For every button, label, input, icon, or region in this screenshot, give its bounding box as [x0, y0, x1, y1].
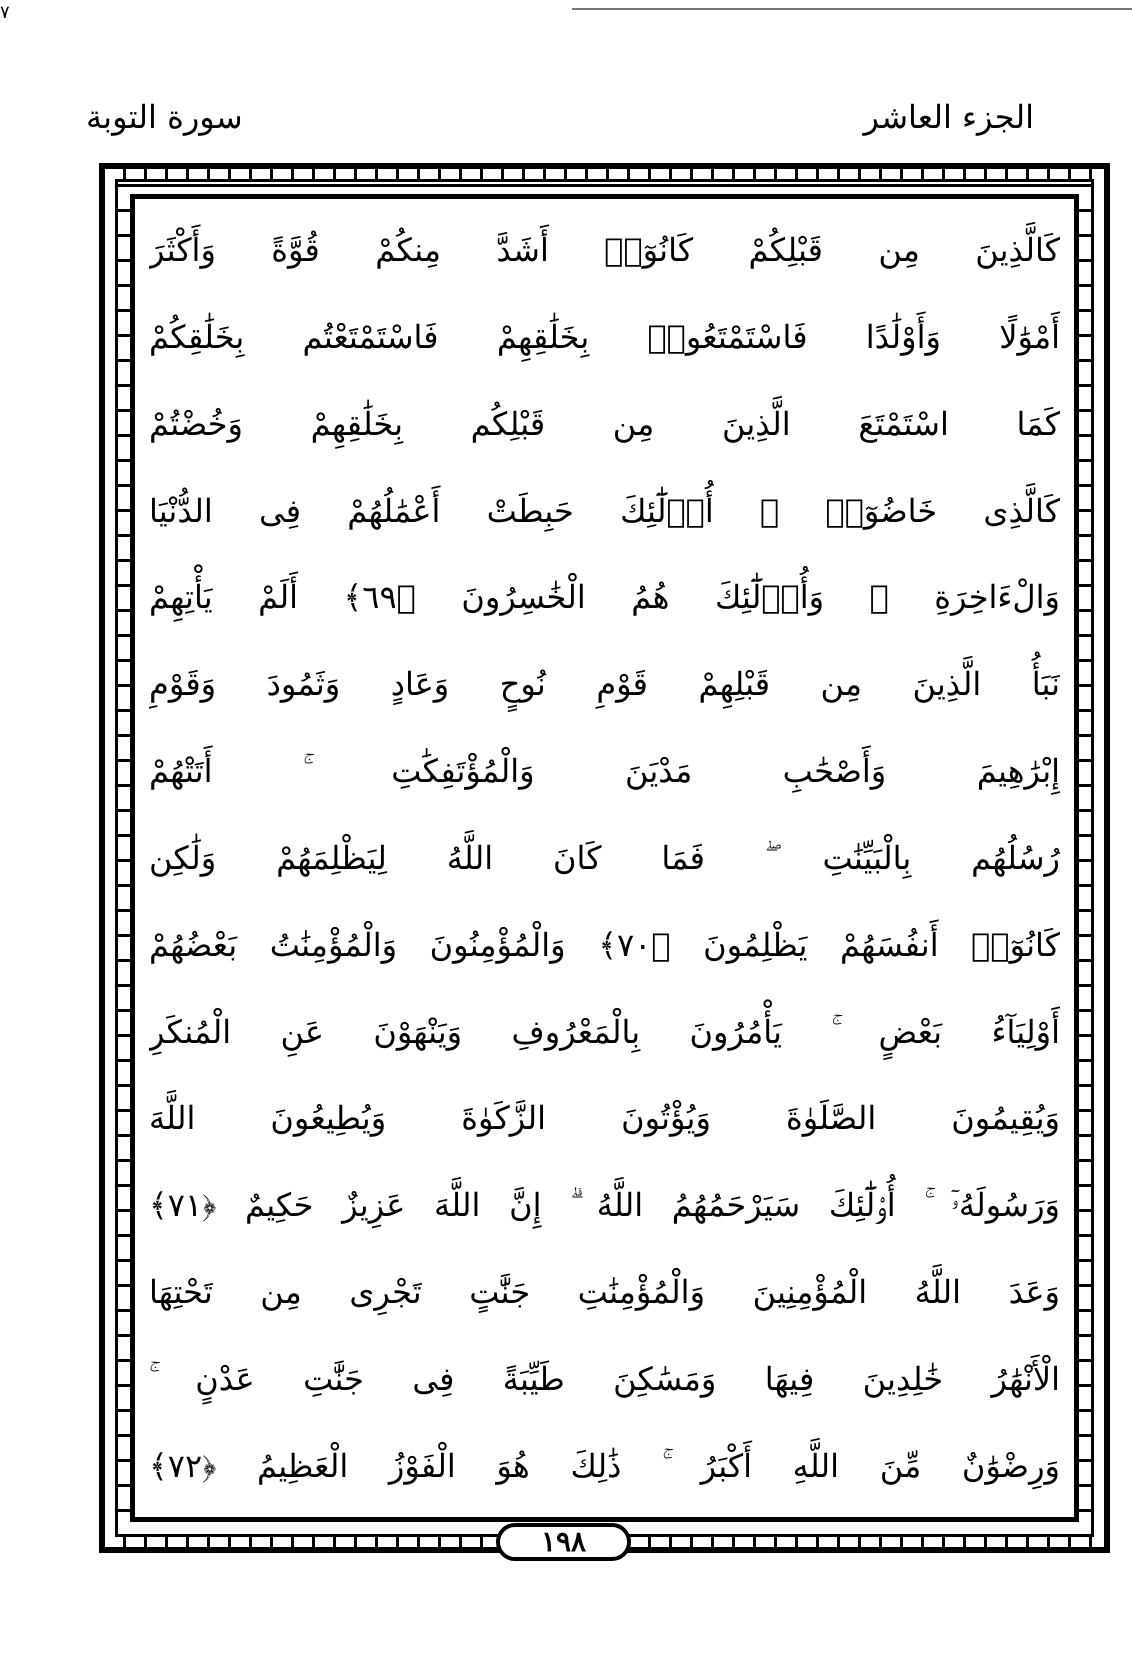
verse-line: وَالْءَاخِرَةِ ۖ وَأُو۟لَٰٓئِكَ هُمُ الْخَٰسِرُونَ ﴿٦٩﴾ أَلَمْ يَأْتِهِمْ	[149, 578, 1060, 617]
frame-border	[115, 179, 1094, 1537]
verse-line: وَعَدَ اللَّهُ الْمُؤْمِنِينَ وَالْمُؤْمِنَٰتِ جَنَّٰتٍ تَجْرِى مِن تَحْتِهَا	[149, 1273, 1060, 1312]
verse-line: أَمْوَٰلًا وَأَوْلَٰدًا فَاسْتَمْتَعُوا۟ بِخَلَٰقِهِمْ فَاسْتَمْتَعْتُم بِخَلَٰقِكُمْ	[149, 317, 1060, 356]
verse-line: الْأَنْهَٰرُ خَٰلِدِينَ فِيهَا وَمَسَٰكِنَ طَيِّبَةً فِى جَنَّٰتِ عَدْنٍ ۚ	[149, 1359, 1060, 1398]
top-rule	[572, 8, 1132, 10]
surah-header: سورة التوبة	[86, 98, 243, 136]
verse-line: كَالَّذِينَ مِن قَبْلِكُمْ كَانُوٓا۟ أَشَدَّ مِنكُمْ قُوَّةً وَأَكْثَرَ	[149, 231, 1060, 269]
verse-line: وَرَسُولَهُۥٓ ۚ أُو۟لَٰٓئِكَ سَيَرْحَمُهُمُ اللَّهُ ۗ إِنَّ اللَّهَ عَزِيزٌ حَكِيمٌ ﴿٧١﴾	[149, 1186, 1060, 1225]
text-panel	[130, 194, 1079, 1522]
verse-line: رُسُلُهُم بِالْبَيِّنَٰتِ ۖ فَمَا كَانَ اللَّهُ لِيَظْلِمَهُمْ وَلَٰكِن	[149, 838, 1060, 877]
verse-line: وَرِضْوَٰنٌ مِّنَ اللَّهِ أَكْبَرُ ۚ ذَٰلِكَ هُوَ الْفَوْزُ الْعَظِيمُ ﴿٧٢﴾	[149, 1446, 1060, 1485]
corner-mark: ٧	[0, 2, 10, 23]
verse-block	[149, 213, 1060, 1503]
page-number: ١٩٨	[496, 1523, 631, 1561]
verse-line: كَانُوٓا۟ أَنفُسَهُمْ يَظْلِمُونَ ﴿٧٠﴾ وَالْمُؤْمِنُونَ وَالْمُؤْمِنَٰتُ بَعْضُهُمْ	[149, 925, 1060, 964]
verse-line: إِبْرَٰهِيمَ وَأَصْحَٰبِ مَدْيَنَ وَالْمُؤْتَفِكَٰتِ ۚ أَتَتْهُمْ	[149, 752, 1060, 791]
verse-line: كَالَّذِى خَاضُوٓا۟ ۚ أُو۟لَٰٓئِكَ حَبِطَتْ أَعْمَٰلُهُمْ فِى الدُّنْيَا	[149, 491, 1060, 530]
verse-line: وَيُقِيمُونَ الصَّلَوٰةَ وَيُؤْتُونَ الزَّكَوٰةَ وَيُطِيعُونَ اللَّهَ	[149, 1099, 1060, 1138]
verse-line: كَمَا اسْتَمْتَعَ الَّذِينَ مِن قَبْلِكُم بِخَلَٰقِهِمْ وَخُضْتُمْ	[149, 404, 1060, 443]
verse-line: نَبَأُ الَّذِينَ مِن قَبْلِهِمْ قَوْمِ نُوحٍ وَعَادٍ وَثَمُودَ وَقَوْمِ	[149, 665, 1060, 704]
juz-header: الجزء العاشر	[863, 98, 1034, 136]
verse-line: أَوْلِيَآءُ بَعْضٍ ۚ يَأْمُرُونَ بِالْمَعْرُوفِ وَيَنْهَوْنَ عَنِ الْمُنكَرِ	[149, 1012, 1060, 1051]
page-frame	[99, 163, 1110, 1553]
